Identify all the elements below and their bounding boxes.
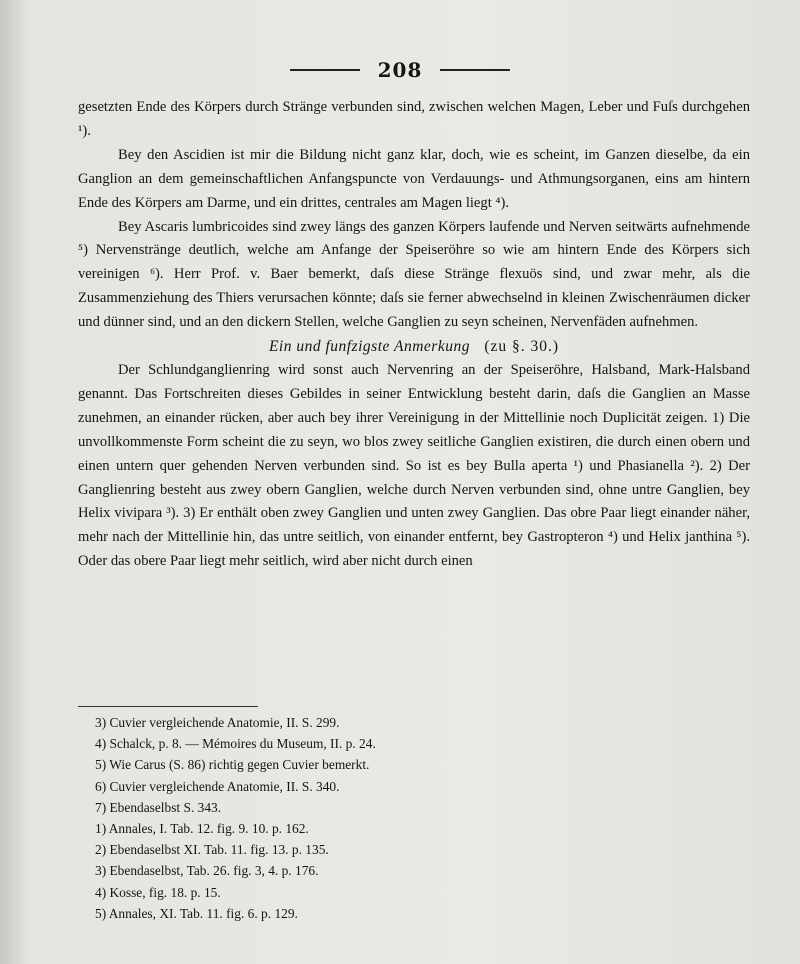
footnote: 4) Kosse, fig. 18. p. 15. <box>95 884 221 900</box>
paragraph-continuation: gesetzten Ende des Körpers durch Stränge verbunden sind, zwischen welchen Magen, Leber und Fuſs durchgehen ¹). <box>78 99 750 139</box>
footnote: 3) Ebendaselbst, Tab. 26. fig. 3, 4. p. 176. <box>95 863 319 879</box>
footnote: 5) Annales, XI. Tab. 11. fig. 6. p. 129. <box>95 905 298 921</box>
paragraph-ascidien: Bey den Ascidien ist mir die Bildung nicht ganz klar, doch, wie es scheint, im Ganzen dieselbe, da ein Ganglion an dem gemeinschaftlichen Anfangspuncte von Verdauungs- und Athmungsorganen, eins am hintern Ende des Körpers am Darme, und ein drittes, centrales am Magen liegt ⁴). <box>78 146 750 211</box>
footnote-divider <box>78 706 258 707</box>
header-rule-right <box>440 69 510 71</box>
footnotes <box>95 712 555 924</box>
main-text <box>78 96 750 574</box>
footnote: 6) Cuvier vergleichende Anatomie, II. S. 340. <box>95 778 340 794</box>
page-header <box>0 58 800 82</box>
paragraph-schlundganglienring: Der Schlundganglienring wird sonst auch Nervenring an der Speiseröhre, Halsband, Mark-Halsband genannt. Das Fortschreiten dieses Gebildes in seiner Entwicklung besteht darin, daſs die Ganglien an Masse zunehmen, an einander rücken, aber auch bey ihrer Vereinigung in der Mittellinie noch Duplicität zeigen. 1) Die unvollkommenste Form scheint die zu seyn, wo blos zwey seitliche Ganglien existiren, die durch einen obern und einen untern quer gehenden Nerven verbunden sind. So ist es bey Bulla aperta ¹) und Phasianella ²). 2) Der Ganglienring besteht aus zwey obern Ganglien, welche durch Nerven verbunden sind, ohne untre Ganglien, bey Helix vivipara ³). 3) Er enthält oben zwey Ganglien und unten zwey Ganglien. Das obre Paar liegt einander näher, mehr nach der Mittellinie hin, das untre seitlich, von einander entfernt, bey Gastropteron ⁴) und Helix janthina ⁵). Oder das obere Paar liegt mehr seitlich, wird aber nicht durch einen <box>78 361 750 570</box>
header-rule-left <box>290 69 360 71</box>
paragraph-ascaris: Bey Ascaris lumbricoides sind zwey längs des ganzen Körpers laufende und Nerven seitwärts aufnehmende ⁵) Nervenstränge deutlich, welche am Anfange der Speiseröhre so wie am hintern Ende des Körpers sich vereinigen ⁶). Herr Prof. v. Baer bemerkt, daſs diese Stränge flexuös sind, und zwar mehr, als die Zusammenziehung des Thiers verursachen könnte; daſs sie ferner abwechselnd in kleinen Zwischenräumen dicker und dünner sind, und an den dickern Stellen, welche Ganglien zu seyn scheinen, Nervenfäden aufnehmen. <box>78 218 750 331</box>
footnote: 7) Ebendaselbst S. 343. <box>95 799 222 815</box>
section-heading-title: Ein und funfzigste Anmerkung <box>268 338 470 356</box>
section-heading-reference: (zu §. 30.) <box>484 338 560 356</box>
footnote: 5) Wie Carus (S. 86) richtig gegen Cuvier bemerkt. <box>95 757 370 773</box>
footnote: 2) Ebendaselbst XI. Tab. 11. fig. 13. p. 135. <box>95 842 329 858</box>
footnote: 4) Schalck, p. 8. — Mémoires du Museum, II. p. 24. <box>95 736 376 752</box>
section-heading <box>78 335 750 359</box>
page-number: 208 <box>377 58 423 82</box>
footnote: 1) Annales, I. Tab. 12. fig. 9. 10. p. 162. <box>95 821 309 837</box>
footnote: 3) Cuvier vergleichende Anatomie, II. S. 299. <box>95 715 340 730</box>
